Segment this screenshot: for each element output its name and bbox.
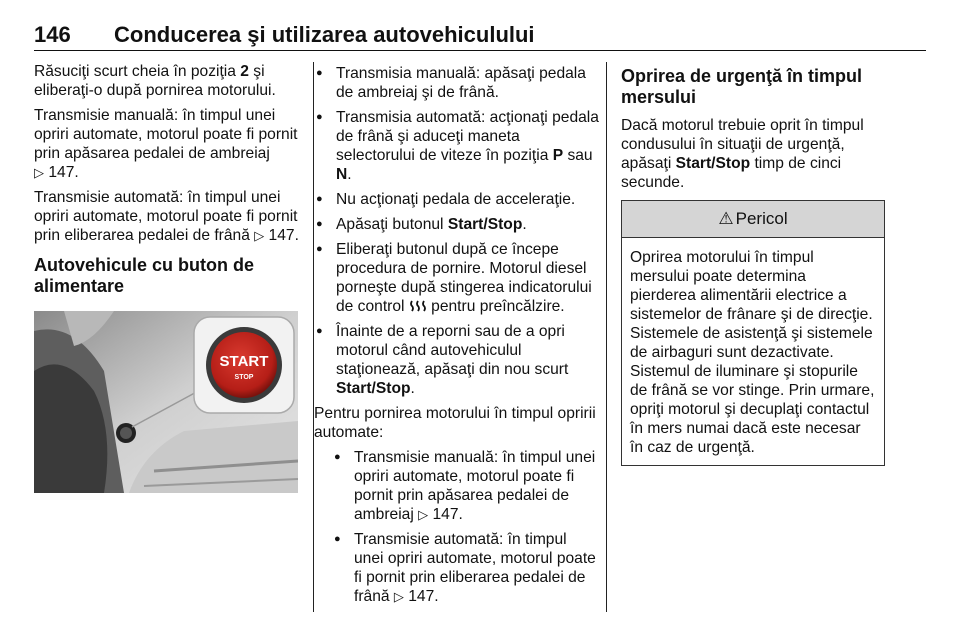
page-title: Conducerea şi utilizarea autovehiculului <box>114 22 535 47</box>
danger-box <box>621 200 885 466</box>
page-reference-link[interactable]: ▷ 147. <box>254 227 299 244</box>
list-item: ● Apăsaţi butonul Start/Stop. <box>314 215 600 234</box>
danger-title: Pericol <box>735 209 788 228</box>
paragraph-automatic-transmission: Transmisie automată: în timpul unei opriri automate, motorul poate fi pornit prin eliberarea pedalei de frână ▷ 147. <box>34 189 299 244</box>
section-heading-emergency-stop: Oprirea de urgenţă în timpul mersului <box>621 66 863 107</box>
reference-arrow-icon: ▷ <box>254 228 265 243</box>
column-left <box>34 62 300 493</box>
reference-arrow-icon: ▷ <box>34 165 44 180</box>
section-heading-power-button: Autovehicule cu buton de alimentare <box>34 255 255 296</box>
list-item: ● Transmisia manuală: apăsaţi pedala de ambreiaj şi de frână. <box>314 64 600 102</box>
column-middle <box>314 64 600 612</box>
reference-arrow-icon: ▷ <box>393 589 404 604</box>
glow-plug-icon <box>409 298 427 315</box>
paragraph-auto-stop-restart: Pentru pornirea motorului în timpul opririi automate: <box>314 405 596 441</box>
list-item: ● Înainte de a reporni sau de a opri motorul când autovehiculul staţionează, apăsaţi din nou scurt Start/Stop. <box>314 322 600 398</box>
danger-header <box>622 201 884 238</box>
page-reference-link[interactable]: ▷ 147. <box>34 164 79 181</box>
page-reference-link[interactable]: ▷ 147. <box>393 588 439 605</box>
paragraph-manual-transmission: Transmisie manuală: în timpul unei opriri automate, motorul poate fi pornit prin apăsarea pedalei de ambreiaj ▷ 147. <box>34 107 298 181</box>
warning-triangle-icon: ⚠ <box>718 209 734 228</box>
list-item: ● Transmisie manuală: în timpul unei opriri automate, motorul poate fi pornit prin apăsarea pedalei de ambreiaj ▷ 147. <box>332 448 600 524</box>
stop-label: STOP <box>234 374 254 381</box>
paragraph-emergency-stop: Dacă motorul trebuie oprit în timpul condusului în situaţii de urgenţă, apăsaţi Start/Stop timp de cinci secunde. <box>621 117 864 191</box>
list-item: ● Transmisie automată: în timpul unei opriri automate, motorul poate fi pornit prin eliberarea pedalei de frână ▷ 147. <box>332 530 600 606</box>
list-item: ● Eliberaţi butonul după ce începe procedura de pornire. Motorul diesel porneşte după stingerea indicatorului de control pentru preîncălzire. <box>314 240 600 316</box>
danger-text: Oprirea motorului în timpul mersului poate determina pierderea alimentării electrice a sistemelor de frânare şi de direcţie. Sistemele de asistenţă şi sistemele de airbaguri sunt dezactivate. Sistemul de iluminare şi stopurile de frână se vor stinge. Prin urmare, opriţi motorul şi decuplaţi contactul în mers numai dacă este necesar în caz de urgenţă. <box>630 249 875 456</box>
paragraph-key-position: Răsuciţi scurt cheia în poziţia 2 şi eliberaţi-o după pornirea motorului. <box>34 63 276 99</box>
start-stop-button-photo <box>34 311 298 493</box>
page-number: 146 <box>34 22 71 47</box>
page-header <box>34 20 926 51</box>
reference-arrow-icon: ▷ <box>418 507 429 522</box>
column-divider <box>606 62 607 612</box>
list-item: ● Transmisia automată: acţionaţi pedala de frână şi aduceţi maneta selectorului de viteze în poziţia P sau N. <box>314 108 600 184</box>
list-item: ● Nu acţionaţi pedala de acceleraţie. <box>314 190 600 209</box>
column-right <box>621 66 891 466</box>
start-label: START <box>219 353 269 370</box>
page-reference-link[interactable]: ▷ 147. <box>418 506 463 523</box>
